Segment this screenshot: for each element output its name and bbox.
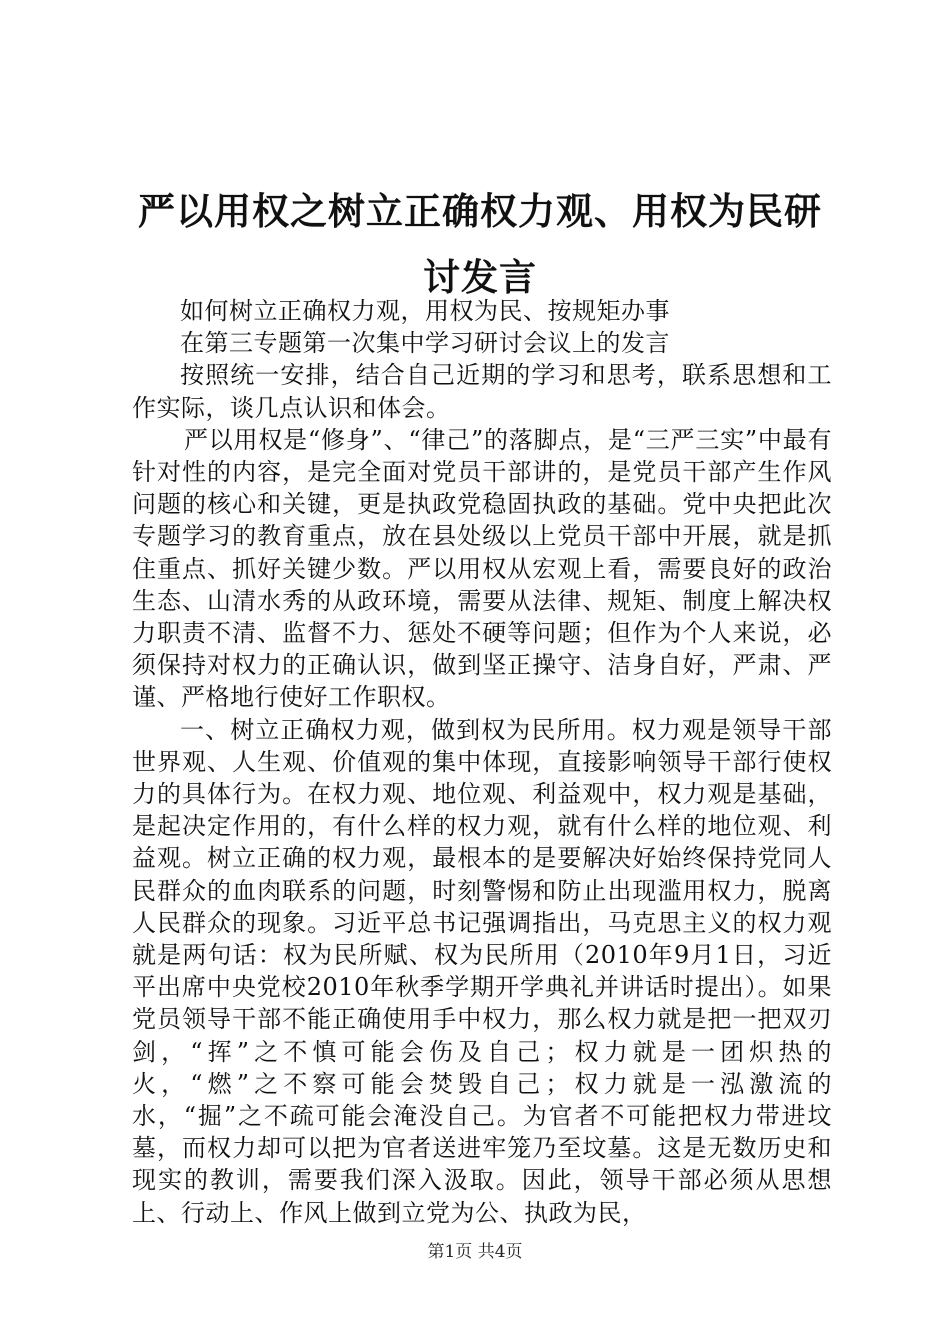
document-title: 严以用权之树立正确权力观、用权为民研讨发言 — [138, 189, 822, 299]
section-one-paragraph: 一、树立正确权力观，做到权为民所用。权力观是领导干部世界观、人生观、价值观的集中体现，直接影响领导干部行使权力的具体行为。在权力观、地位观、利益观中，权力观是基础，是起决定作用的，有什么样的权力观，就有什么样的地位观、利益观。树立正确的权力观，最根本的是要解决好始终保持党同人民群众的血肉联系的问题，时刻警惕和防止出现滥用权力，脱离人民群众的现象。习近平总书记强调指出，马克思主义的权力观就是两句话：权为民所赋、权为民所用（2010年9月1日，习近平出席中央党校2010年秋季学期开学典礼并讲话时提出）。如果党员领导干部不能正确使用手中权力，那么权力就是把一把双刃剑，“挥”之不慎可能会伤及自己；权力就是一团炽热的火，“燃”之不察可能会焚毁自己；权力就是一泓激流的水，“掘”之不疏可能会淹没自己。为官者不可能把权力带进坟墓，而权力却可以把为官者送进牢笼乃至坟墓。这是无数历史和现实的教训，需要我们深入汲取。因此，领导干部必须从思想上、行动上、作风上做到立党为公、执政为民， — [132, 715, 832, 1227]
document-body — [132, 295, 832, 1229]
intro-paragraph: 按照统一安排，结合自己近期的学习和思考，联系思想和工作实际，谈几点认识和体会。 — [132, 361, 832, 422]
subtitle-line-2: 在第三专题第一次集中学习研讨会议上的发言 — [180, 329, 670, 358]
body-paragraph: 严以用权是“修身”、“律己”的落脚点，是“三严三实”中最有针对性的内容，是完全面对党员干部讲的，是党员干部产生作风问题的核心和关键，更是执政党稳固执政的基础。党中央把此次专题学习的教育重点，放在县处级以上党员干部中开展，就是抓住重点、抓好关键少数。严以用权从宏观上看，需要良好的政治生态、山清水秀的从政环境，需要从法律、规矩、制度上解决权力职责不清、监督不力、惩处不硬等问题；但作为个人来说，必须保持对权力的正确认识，做到坚正操守、洁身自好，严肃、严谨、严格地行使好工作职权。 — [132, 425, 832, 712]
subtitle-line-1: 如何树立正确权力观，用权为民、按规矩办事 — [180, 297, 670, 325]
page-footer: 第1页 共4页 — [427, 1242, 523, 1262]
